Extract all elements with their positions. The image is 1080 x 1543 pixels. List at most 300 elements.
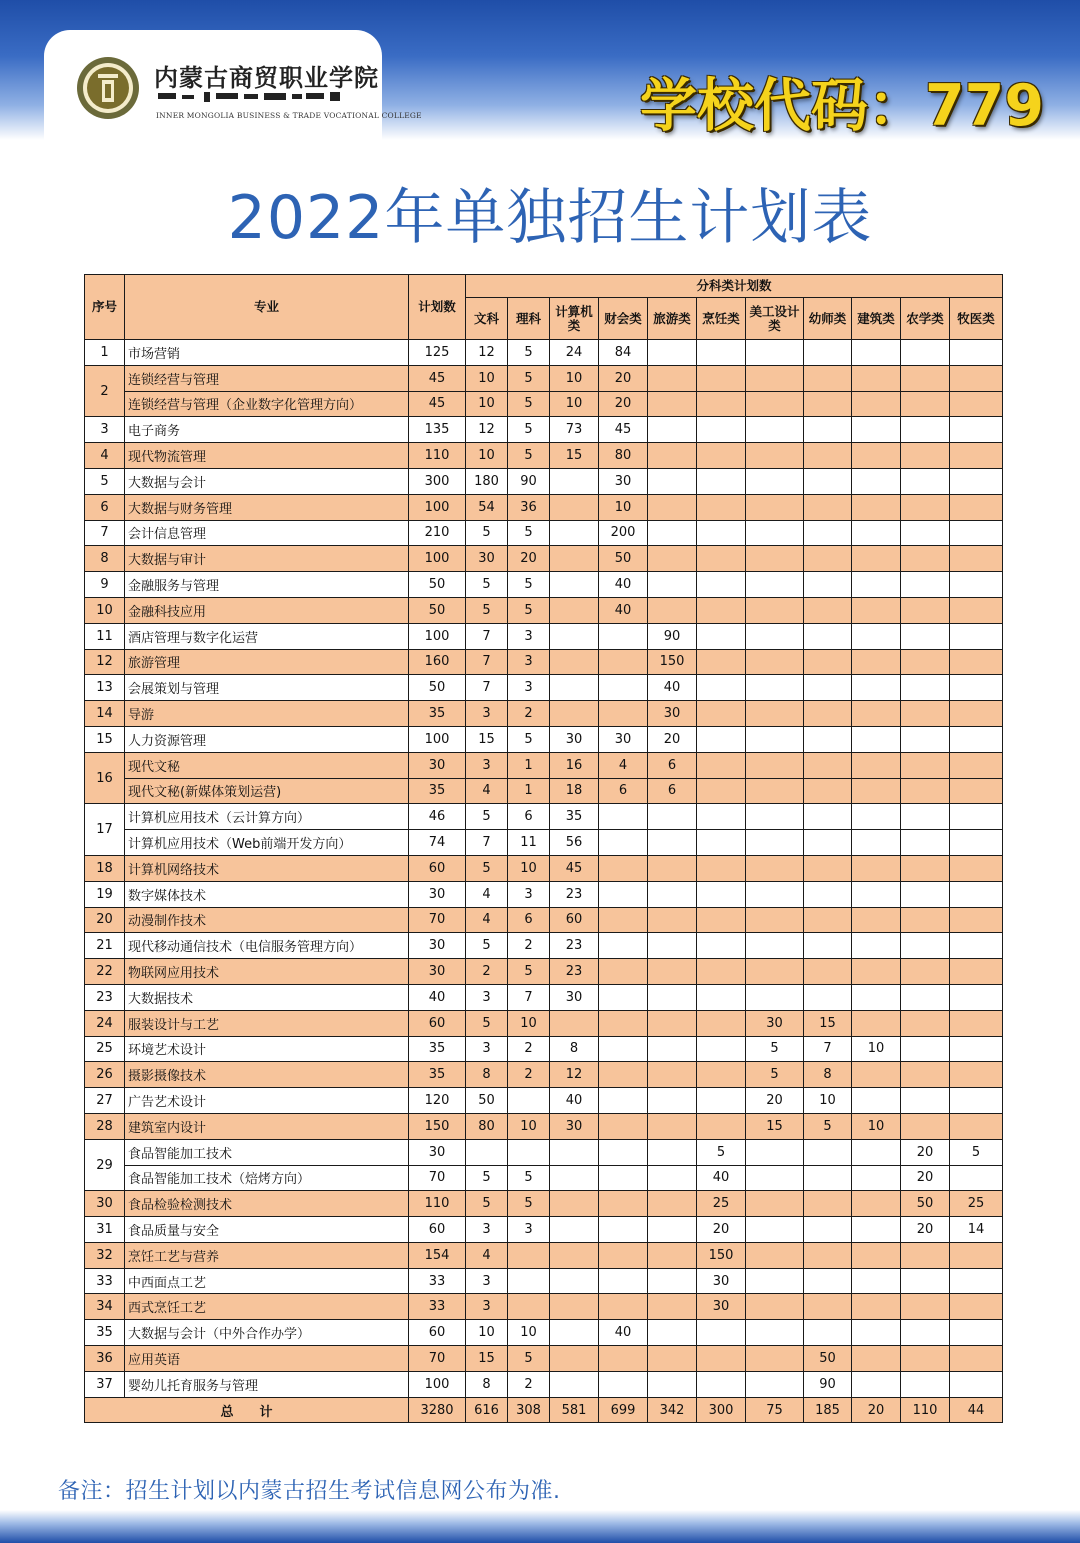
row-category-value — [950, 701, 1003, 727]
row-category-value — [550, 1165, 599, 1191]
row-category-value: 54 — [466, 494, 508, 520]
row-major: 摄影摄像技术 — [125, 1062, 409, 1088]
row-category-value — [852, 1217, 901, 1243]
row-category-value — [550, 1320, 599, 1346]
row-category-value — [852, 701, 901, 727]
row-plan: 35 — [409, 1062, 466, 1088]
row-category-value: 20 — [599, 391, 648, 417]
row-plan: 100 — [409, 623, 466, 649]
row-category-value — [901, 1036, 950, 1062]
header-category: 旅游类 — [648, 298, 697, 340]
row-category-value: 4 — [466, 778, 508, 804]
row-category-value: 20 — [901, 1217, 950, 1243]
mongolian-script-logo — [156, 90, 344, 104]
row-category-value: 10 — [508, 855, 550, 881]
row-index: 24 — [85, 1010, 125, 1036]
row-category-value — [950, 726, 1003, 752]
row-major: 烹饪工艺与营养 — [125, 1242, 409, 1268]
row-plan: 100 — [409, 726, 466, 752]
row-category-value — [648, 1242, 697, 1268]
row-category-value — [648, 1010, 697, 1036]
row-category-value: 5 — [746, 1062, 804, 1088]
row-plan: 125 — [409, 340, 466, 366]
table-row — [85, 830, 1003, 856]
total-category-value: 75 — [746, 1397, 804, 1423]
row-category-value: 10 — [804, 1088, 852, 1114]
row-category-value: 5 — [508, 1165, 550, 1191]
row-category-value — [746, 855, 804, 881]
row-index: 30 — [85, 1191, 125, 1217]
row-category-value — [852, 881, 901, 907]
row-category-value — [550, 1217, 599, 1243]
row-category-value — [550, 1139, 599, 1165]
row-category-value — [697, 365, 746, 391]
row-category-value — [599, 701, 648, 727]
row-plan: 45 — [409, 391, 466, 417]
row-major: 应用英语 — [125, 1346, 409, 1372]
row-category-value — [950, 546, 1003, 572]
row-category-value — [746, 1217, 804, 1243]
row-category-value: 20 — [901, 1139, 950, 1165]
header-category: 牧医类 — [950, 298, 1003, 340]
row-category-value — [950, 520, 1003, 546]
row-major: 食品智能加工技术 — [125, 1139, 409, 1165]
row-category-value — [901, 907, 950, 933]
row-category-value — [599, 1036, 648, 1062]
row-category-value: 15 — [550, 443, 599, 469]
row-major: 计算机应用技术（云计算方向） — [125, 804, 409, 830]
row-plan: 30 — [409, 933, 466, 959]
row-category-value — [599, 830, 648, 856]
row-category-value — [746, 1268, 804, 1294]
row-category-value — [599, 1062, 648, 1088]
row-category-value — [950, 1010, 1003, 1036]
row-category-value — [804, 649, 852, 675]
table-row — [85, 1062, 1003, 1088]
row-category-value — [697, 572, 746, 598]
row-category-value — [804, 391, 852, 417]
row-major: 大数据与会计（中外合作办学） — [125, 1320, 409, 1346]
row-major: 数字媒体技术 — [125, 881, 409, 907]
row-category-value — [804, 443, 852, 469]
row-category-value — [852, 546, 901, 572]
row-index: 28 — [85, 1113, 125, 1139]
row-category-value — [599, 675, 648, 701]
row-category-value — [746, 1139, 804, 1165]
row-category-value — [697, 726, 746, 752]
row-category-value — [648, 1191, 697, 1217]
row-category-value — [950, 1320, 1003, 1346]
row-category-value: 7 — [508, 984, 550, 1010]
row-major: 现代移动通信技术（电信服务管理方向） — [125, 933, 409, 959]
row-plan: 70 — [409, 907, 466, 933]
row-category-value — [648, 907, 697, 933]
row-category-value — [550, 520, 599, 546]
row-category-value — [950, 778, 1003, 804]
row-category-value — [950, 907, 1003, 933]
row-major: 会计信息管理 — [125, 520, 409, 546]
row-category-value: 6 — [648, 778, 697, 804]
header-plan: 计划数 — [409, 275, 466, 340]
row-plan: 154 — [409, 1242, 466, 1268]
row-category-value — [901, 597, 950, 623]
row-category-value — [746, 1242, 804, 1268]
row-category-value: 90 — [648, 623, 697, 649]
row-category-value — [852, 1139, 901, 1165]
row-category-value: 1 — [508, 752, 550, 778]
row-category-value — [852, 391, 901, 417]
row-major: 食品智能加工技术（焙烤方向） — [125, 1165, 409, 1191]
row-plan: 30 — [409, 959, 466, 985]
row-category-value — [950, 1268, 1003, 1294]
row-category-value — [852, 649, 901, 675]
row-category-value — [508, 1294, 550, 1320]
row-category-value — [648, 468, 697, 494]
row-category-value — [746, 623, 804, 649]
row-category-value — [804, 701, 852, 727]
row-category-value — [901, 1320, 950, 1346]
row-category-value — [901, 933, 950, 959]
row-major: 西式烹饪工艺 — [125, 1294, 409, 1320]
row-plan: 135 — [409, 417, 466, 443]
row-category-value: 50 — [804, 1346, 852, 1372]
row-major: 广告艺术设计 — [125, 1088, 409, 1114]
row-category-value — [746, 365, 804, 391]
row-category-value — [697, 984, 746, 1010]
row-category-value: 16 — [550, 752, 599, 778]
row-category-value — [550, 1346, 599, 1372]
row-category-value: 73 — [550, 417, 599, 443]
row-category-value — [697, 959, 746, 985]
row-category-value — [746, 701, 804, 727]
row-category-value — [852, 804, 901, 830]
row-category-value: 10 — [508, 1113, 550, 1139]
row-category-value — [852, 959, 901, 985]
row-category-value: 24 — [550, 340, 599, 366]
row-category-value — [950, 959, 1003, 985]
row-category-value — [599, 907, 648, 933]
row-index: 35 — [85, 1320, 125, 1346]
row-category-value — [852, 417, 901, 443]
row-category-value: 150 — [648, 649, 697, 675]
row-category-value — [852, 1165, 901, 1191]
row-category-value: 20 — [901, 1165, 950, 1191]
row-category-value: 5 — [508, 572, 550, 598]
row-category-value: 1 — [508, 778, 550, 804]
table-row — [85, 1320, 1003, 1346]
row-category-value — [901, 572, 950, 598]
row-category-value — [901, 830, 950, 856]
row-category-value — [852, 1268, 901, 1294]
row-category-value — [852, 468, 901, 494]
row-category-value — [697, 1113, 746, 1139]
row-major: 旅游管理 — [125, 649, 409, 675]
row-category-value — [950, 1088, 1003, 1114]
row-category-value: 40 — [599, 597, 648, 623]
row-category-value: 10 — [852, 1113, 901, 1139]
row-category-value — [746, 752, 804, 778]
row-category-value — [697, 830, 746, 856]
row-category-value: 10 — [466, 365, 508, 391]
row-category-value: 23 — [550, 959, 599, 985]
row-major: 金融科技应用 — [125, 597, 409, 623]
row-category-value: 4 — [466, 907, 508, 933]
row-category-value — [648, 1062, 697, 1088]
table-row — [85, 1113, 1003, 1139]
row-category-value — [746, 907, 804, 933]
row-category-value — [697, 778, 746, 804]
row-major: 连锁经营与管理 — [125, 365, 409, 391]
row-category-value — [697, 494, 746, 520]
row-index: 14 — [85, 701, 125, 727]
row-category-value — [804, 984, 852, 1010]
row-major: 大数据技术 — [125, 984, 409, 1010]
header-category: 财会类 — [599, 298, 648, 340]
row-category-value — [901, 391, 950, 417]
row-plan: 100 — [409, 546, 466, 572]
row-category-value — [648, 1088, 697, 1114]
row-category-value — [697, 1036, 746, 1062]
row-category-value — [599, 1217, 648, 1243]
row-category-value — [746, 675, 804, 701]
table-row — [85, 675, 1003, 701]
table-row — [85, 804, 1003, 830]
row-plan: 150 — [409, 1113, 466, 1139]
row-plan: 30 — [409, 1139, 466, 1165]
row-category-value: 4 — [599, 752, 648, 778]
row-category-value: 10 — [466, 391, 508, 417]
row-category-value: 35 — [550, 804, 599, 830]
school-name: 内蒙古商贸职业学院 — [154, 63, 379, 92]
row-category-value — [950, 572, 1003, 598]
row-category-value — [950, 1242, 1003, 1268]
row-plan: 30 — [409, 881, 466, 907]
row-category-value — [746, 1371, 804, 1397]
row-index: 16 — [85, 752, 125, 804]
row-category-value: 10 — [852, 1036, 901, 1062]
row-category-value — [804, 597, 852, 623]
row-category-value — [804, 417, 852, 443]
row-category-value — [950, 597, 1003, 623]
row-plan: 110 — [409, 1191, 466, 1217]
row-category-value — [901, 1010, 950, 1036]
row-category-value: 90 — [804, 1371, 852, 1397]
row-category-value — [804, 778, 852, 804]
row-category-value — [804, 804, 852, 830]
row-category-value — [746, 1346, 804, 1372]
row-category-value: 7 — [804, 1036, 852, 1062]
row-category-value — [950, 417, 1003, 443]
row-category-value — [852, 1346, 901, 1372]
total-row — [85, 1397, 1003, 1423]
row-category-value — [804, 1268, 852, 1294]
table-row — [85, 520, 1003, 546]
row-category-value: 11 — [508, 830, 550, 856]
row-category-value: 6 — [508, 907, 550, 933]
row-category-value — [852, 907, 901, 933]
row-index: 34 — [85, 1294, 125, 1320]
row-category-value: 30 — [697, 1294, 746, 1320]
row-category-value: 20 — [508, 546, 550, 572]
row-plan: 50 — [409, 572, 466, 598]
row-category-value — [697, 1062, 746, 1088]
row-category-value — [852, 597, 901, 623]
total-category-value: 110 — [901, 1397, 950, 1423]
row-category-value: 5 — [508, 959, 550, 985]
row-category-value — [950, 804, 1003, 830]
row-category-value — [852, 1191, 901, 1217]
row-index: 29 — [85, 1139, 125, 1191]
row-category-value — [550, 1242, 599, 1268]
row-category-value: 5 — [466, 520, 508, 546]
row-category-value: 2 — [508, 1036, 550, 1062]
header-category: 烹饪类 — [697, 298, 746, 340]
table-row — [85, 1242, 1003, 1268]
table-row — [85, 340, 1003, 366]
enrollment-table — [84, 274, 1003, 1423]
row-plan: 60 — [409, 855, 466, 881]
row-category-value — [852, 726, 901, 752]
row-plan: 33 — [409, 1294, 466, 1320]
row-category-value — [804, 494, 852, 520]
row-category-value: 5 — [466, 572, 508, 598]
row-major: 酒店管理与数字化运营 — [125, 623, 409, 649]
row-major: 食品检验检测技术 — [125, 1191, 409, 1217]
row-category-value: 12 — [466, 340, 508, 366]
row-category-value — [901, 443, 950, 469]
row-category-value: 10 — [466, 443, 508, 469]
row-plan: 40 — [409, 984, 466, 1010]
row-category-value — [852, 1242, 901, 1268]
row-category-value — [697, 546, 746, 572]
row-category-value: 30 — [550, 726, 599, 752]
row-category-value — [901, 365, 950, 391]
row-category-value: 5 — [466, 1165, 508, 1191]
row-major: 大数据与会计 — [125, 468, 409, 494]
row-category-value — [697, 1371, 746, 1397]
row-category-value — [746, 649, 804, 675]
row-category-value — [804, 1294, 852, 1320]
row-category-value — [697, 804, 746, 830]
row-major: 现代文秘(新媒体策划运营) — [125, 778, 409, 804]
row-category-value — [804, 340, 852, 366]
row-category-value — [804, 675, 852, 701]
table-row — [85, 391, 1003, 417]
row-category-value — [599, 804, 648, 830]
row-category-value — [648, 365, 697, 391]
table-row — [85, 1010, 1003, 1036]
row-category-value — [746, 1191, 804, 1217]
row-category-value — [550, 546, 599, 572]
row-category-value — [697, 340, 746, 366]
table-row — [85, 1268, 1003, 1294]
table-row — [85, 1346, 1003, 1372]
row-major: 计算机应用技术（Web前端开发方向） — [125, 830, 409, 856]
table-row — [85, 572, 1003, 598]
row-category-value: 20 — [697, 1217, 746, 1243]
row-category-value — [901, 1346, 950, 1372]
row-category-value — [550, 572, 599, 598]
header-category: 文科 — [466, 298, 508, 340]
row-category-value — [950, 881, 1003, 907]
row-category-value — [804, 546, 852, 572]
table-row — [85, 701, 1003, 727]
row-category-value — [697, 417, 746, 443]
row-major: 会展策划与管理 — [125, 675, 409, 701]
row-index: 15 — [85, 726, 125, 752]
row-category-value: 18 — [550, 778, 599, 804]
row-category-value — [852, 933, 901, 959]
row-category-value: 5 — [746, 1036, 804, 1062]
total-category-value: 581 — [550, 1397, 599, 1423]
row-category-value: 20 — [648, 726, 697, 752]
row-category-value — [901, 675, 950, 701]
row-category-value — [697, 1320, 746, 1346]
row-category-value — [599, 623, 648, 649]
row-category-value: 25 — [697, 1191, 746, 1217]
row-category-value — [746, 391, 804, 417]
row-index: 17 — [85, 804, 125, 856]
row-category-value — [852, 1010, 901, 1036]
row-category-value: 5 — [466, 597, 508, 623]
row-index: 7 — [85, 520, 125, 546]
row-category-value — [950, 365, 1003, 391]
row-category-value: 3 — [466, 701, 508, 727]
row-category-value — [901, 1242, 950, 1268]
footer-band — [0, 1510, 1080, 1543]
row-index: 22 — [85, 959, 125, 985]
row-category-value — [550, 494, 599, 520]
row-category-value: 3 — [466, 752, 508, 778]
row-category-value — [746, 959, 804, 985]
row-category-value: 2 — [508, 1371, 550, 1397]
row-category-value: 5 — [508, 520, 550, 546]
row-category-value — [648, 494, 697, 520]
page-title: 2022年单独招生计划表 — [227, 183, 873, 253]
row-category-value — [550, 675, 599, 701]
row-category-value — [950, 468, 1003, 494]
row-category-value — [599, 1346, 648, 1372]
row-category-value — [950, 623, 1003, 649]
row-category-value: 15 — [804, 1010, 852, 1036]
row-index: 27 — [85, 1088, 125, 1114]
row-category-value: 5 — [508, 1191, 550, 1217]
row-category-value: 30 — [599, 468, 648, 494]
school-code: 学校代码：779 — [640, 73, 1044, 139]
row-category-value — [950, 1165, 1003, 1191]
row-category-value — [648, 1294, 697, 1320]
row-major: 现代文秘 — [125, 752, 409, 778]
row-category-value — [599, 1113, 648, 1139]
row-category-value — [746, 881, 804, 907]
row-category-value — [697, 933, 746, 959]
row-category-value: 8 — [804, 1062, 852, 1088]
row-category-value — [804, 959, 852, 985]
row-category-value — [508, 1242, 550, 1268]
row-category-value — [901, 984, 950, 1010]
table-row — [85, 1036, 1003, 1062]
row-plan: 45 — [409, 365, 466, 391]
row-category-value — [852, 340, 901, 366]
row-category-value — [901, 1268, 950, 1294]
row-category-value: 5 — [508, 417, 550, 443]
row-category-value — [852, 623, 901, 649]
row-category-value — [901, 752, 950, 778]
row-index: 4 — [85, 443, 125, 469]
row-category-value — [508, 1139, 550, 1165]
row-category-value: 3 — [508, 1217, 550, 1243]
row-category-value: 12 — [550, 1062, 599, 1088]
